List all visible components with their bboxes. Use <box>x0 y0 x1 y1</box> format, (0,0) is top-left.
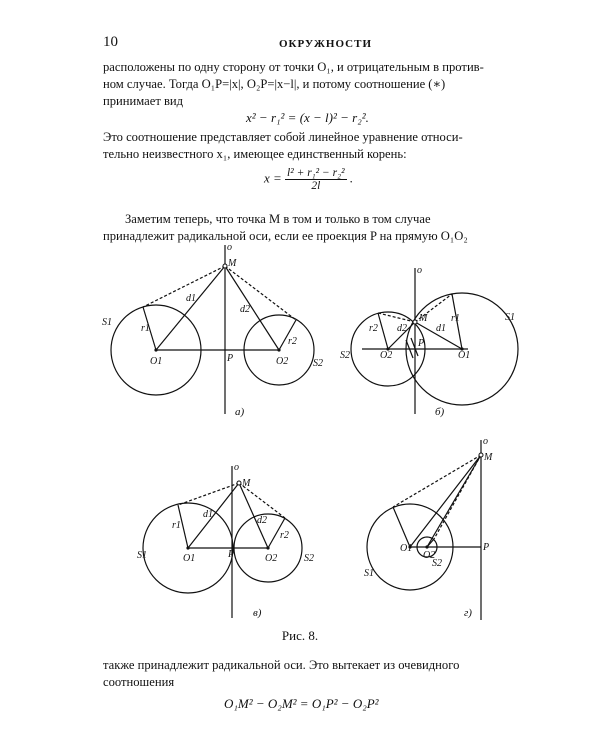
label-d-right: d2 <box>240 304 250 315</box>
text-line: соотношения <box>103 675 175 689</box>
tangent <box>378 313 415 322</box>
label-axis: o <box>234 462 239 473</box>
tangent <box>393 455 481 507</box>
label-r-left: r2 <box>369 323 378 334</box>
text-line: Заметим теперь, что точка M в том и только в том случае <box>125 212 431 226</box>
label-o-right: O2 <box>265 553 278 564</box>
point-m <box>479 453 483 457</box>
label-d-left: d1 <box>186 293 196 304</box>
label-p: P <box>418 338 425 349</box>
text-line: принадлежит радикальной оси, если ее проекция P на прямую O₁O₂ <box>103 229 468 243</box>
label-d-right: d2 <box>257 515 267 526</box>
label-s-left: S2 <box>340 350 350 361</box>
point-m <box>413 320 417 324</box>
label-s-small: S2 <box>432 558 442 569</box>
label-o-right: O2 <box>276 356 289 367</box>
text-line: Это соотношение представляет собой линейное уравнение относи- <box>103 130 463 144</box>
eq2-numerator: l² + r₁² − r₂² <box>287 167 345 179</box>
eq2-denominator: 2l <box>311 180 321 192</box>
running-title: ОКРУЖНОСТИ <box>279 38 373 50</box>
tangent <box>143 266 225 307</box>
label-o-right: O1 <box>458 350 471 361</box>
panel-tag: б) <box>435 406 445 418</box>
label-o-left: O1 <box>183 553 196 564</box>
eq2-end: . <box>349 170 354 186</box>
point-m <box>237 481 241 485</box>
label-axis: o <box>483 436 488 447</box>
text-line: принимает вид <box>103 94 184 108</box>
point-m <box>223 264 227 268</box>
point-o2 <box>277 348 280 351</box>
point-o2 <box>266 546 269 549</box>
label-axis: o <box>417 265 422 276</box>
label-p: P <box>227 353 234 364</box>
text-line: ном случае. Тогда O₁P=|x|, O₂P=|x−l|, и потому соотношение (∗) <box>103 77 446 91</box>
label-s-big: S1 <box>364 568 374 579</box>
label-d-left: d2 <box>397 323 407 334</box>
label-o-left: O1 <box>150 356 163 367</box>
label-p: P <box>228 549 235 560</box>
figure-caption: Рис. 8. <box>281 628 319 643</box>
label-m: M <box>228 258 237 269</box>
label-s-left: S1 <box>137 550 147 561</box>
text-line: расположены по одну сторону от точки O₁, и отрицательным в против- <box>103 60 484 74</box>
label-m: M <box>242 478 251 489</box>
point-o2 <box>425 545 428 548</box>
segment-d1 <box>156 266 225 350</box>
label-o-big: O1 <box>400 543 413 554</box>
label-r-right: r2 <box>288 336 297 347</box>
segment-d1 <box>410 455 481 547</box>
label-s-right: S1 <box>505 312 515 323</box>
point-o1 <box>186 546 189 549</box>
panel-tag: г) <box>464 607 472 619</box>
label-m: M <box>484 452 493 463</box>
radius-r1 <box>393 507 410 547</box>
label-r-right: r1 <box>451 313 460 324</box>
eq2-lhs: x = <box>264 170 282 186</box>
label-r-right: r2 <box>280 530 289 541</box>
paragraph-4 <box>103 657 517 691</box>
segment-d2 <box>225 266 279 350</box>
point-o1 <box>154 348 157 351</box>
label-axis: o <box>227 242 232 253</box>
label-s-left: S1 <box>102 317 112 328</box>
equation-3: O₁M² − O₂M² = O₁P² − O₂P² <box>224 696 379 711</box>
label-s-right: S2 <box>304 553 314 564</box>
label-o-small: O2 <box>423 550 436 561</box>
label-o-left: O2 <box>380 350 393 361</box>
panel-tag: в) <box>253 607 262 619</box>
text-line: также принадлежит радикальной оси. Это вытекает из очевидного <box>103 658 460 672</box>
label-s-right: S2 <box>313 358 323 369</box>
label-p: P <box>483 542 490 553</box>
label-d-right: d1 <box>436 323 446 334</box>
label-m: M <box>419 313 428 324</box>
label-d-left: d1 <box>203 509 213 520</box>
radius-r2 <box>378 313 388 349</box>
text-line: тельно неизвестного x₁, имеющее единственный корень: <box>103 147 407 161</box>
equation-1: x² − r₁² = (x − l)² − r₂². <box>246 110 369 125</box>
panel-tag: а) <box>235 406 245 418</box>
label-r-left: r1 <box>172 520 181 531</box>
page-number: 10 <box>103 34 118 50</box>
label-r-left: r1 <box>141 323 150 334</box>
tangent <box>225 266 296 320</box>
